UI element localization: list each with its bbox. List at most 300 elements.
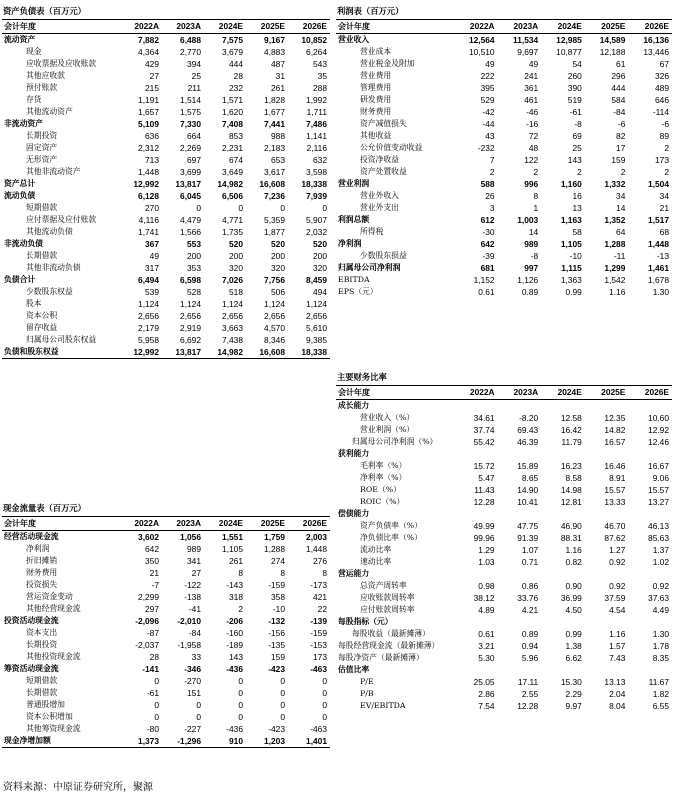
- table-row: [2, 34, 330, 47]
- cell-value: 5.30: [478, 653, 495, 663]
- row-label: 留存收益: [26, 323, 58, 332]
- column-header-year: 2026E: [288, 517, 330, 531]
- cell-value: 1.78: [652, 641, 669, 651]
- cell-value: 16.23: [560, 461, 582, 471]
- cell-value: 27: [149, 71, 159, 81]
- table-row: [2, 58, 330, 70]
- table-row: [2, 166, 330, 178]
- row-label: 归属母公司净利润（%）: [352, 437, 438, 446]
- cell-value: 18,338: [301, 179, 327, 189]
- table-row: [336, 472, 672, 484]
- cell-value: -232: [477, 143, 495, 153]
- cell-value: 681: [480, 263, 495, 273]
- cell-value: 528: [187, 287, 201, 297]
- cell-value: [628, 664, 672, 676]
- cell-value: 34: [616, 191, 626, 201]
- row-label: 净利润: [338, 239, 362, 248]
- cell-value: 288: [313, 83, 327, 93]
- cell-value: 3,649: [222, 167, 243, 177]
- table-row: [336, 664, 672, 676]
- cell-value: 99.96: [473, 533, 495, 543]
- cell-value: [498, 616, 542, 628]
- row-label: 研发费用: [360, 95, 392, 104]
- table-row: [336, 676, 672, 688]
- cell-value: 4,479: [180, 215, 201, 225]
- cell-value: -189: [226, 640, 243, 650]
- table-row: [336, 556, 672, 568]
- cell-value: 1,504: [648, 179, 669, 189]
- row-label: 应收票据及应收账款: [26, 59, 97, 68]
- cell-value: [498, 400, 542, 413]
- cell-value: 6,494: [138, 275, 159, 285]
- table-row: [2, 591, 330, 603]
- cell-value: 320: [271, 263, 285, 273]
- cell-value: 0.82: [565, 557, 582, 567]
- column-header-year: 2022A: [120, 20, 162, 34]
- cell-value: 9.06: [652, 473, 669, 483]
- row-label: 流动负债: [4, 191, 36, 200]
- cell-value: 215: [145, 83, 159, 93]
- cell-value: 12.58: [560, 413, 582, 423]
- cell-value: 27: [191, 568, 201, 578]
- cell-value: 326: [655, 71, 669, 81]
- cell-value: 1,401: [288, 735, 330, 748]
- row-label: 偿债能力: [338, 509, 370, 518]
- cell-value: 632: [313, 155, 327, 165]
- cell-value: 0: [238, 203, 243, 213]
- cell-value: 21: [659, 203, 669, 213]
- cell-value: -6: [617, 119, 626, 129]
- cell-value: 350: [145, 556, 159, 566]
- cell-value: 1,741: [138, 227, 159, 237]
- table-row: [2, 603, 330, 615]
- cell-value: 989: [524, 239, 539, 249]
- table-row: [2, 178, 330, 190]
- cell-value: 3,602: [138, 532, 159, 542]
- cell-value: 12.46: [648, 437, 669, 447]
- cell-value: 518: [229, 287, 243, 297]
- cash-flow-title: 现金流量表（百万元）: [2, 501, 330, 517]
- table-row: [336, 604, 672, 616]
- cell-value: 1.02: [652, 557, 669, 567]
- cell-value: 1,056: [180, 532, 201, 542]
- table-row: [336, 592, 672, 604]
- cell-value: 13,446: [643, 47, 669, 57]
- cell-value: 429: [145, 59, 159, 69]
- cell-value: 1,517: [648, 215, 669, 225]
- cell-value: 14,589: [599, 35, 626, 45]
- row-label: 资产处置收益: [360, 167, 407, 176]
- cell-value: 1,575: [180, 107, 201, 117]
- cell-value: 367: [145, 239, 159, 249]
- table-row: [336, 412, 672, 424]
- cell-value: 8.65: [521, 473, 539, 483]
- row-label: ROIC（%）: [360, 497, 405, 506]
- table-row: [336, 616, 672, 628]
- cell-value: 31: [275, 71, 285, 81]
- cell-value: 0: [322, 676, 327, 686]
- row-label: 投资损失: [26, 580, 58, 589]
- row-label: 毛利率（%）: [360, 461, 407, 470]
- cell-value: 0.89: [521, 287, 539, 297]
- cell-value: 1,566: [180, 227, 201, 237]
- cell-value: 1,124: [180, 299, 201, 309]
- row-label: 资产负债率（%）: [360, 521, 422, 530]
- table-row: [2, 555, 330, 567]
- cell-value: 12.28: [473, 497, 495, 507]
- cell-value: 5.96: [521, 653, 539, 663]
- table-row: [336, 496, 672, 508]
- cell-value: -156: [268, 628, 285, 638]
- cell-value: 5,958: [138, 335, 159, 345]
- cell-value: 261: [271, 83, 285, 93]
- cell-value: 4.49: [652, 605, 669, 615]
- cell-value: 1.37: [652, 545, 669, 555]
- cell-value: 2: [664, 167, 669, 177]
- row-label: 财务费用: [360, 107, 392, 116]
- cell-value: 2: [664, 143, 669, 153]
- cell-value: 0: [322, 203, 327, 213]
- cell-value: [628, 400, 672, 413]
- table-row: [2, 735, 330, 748]
- cash-flow-panel: [2, 501, 330, 748]
- row-label: 经营活动现金流: [4, 532, 59, 541]
- cell-value: 54: [572, 59, 582, 69]
- cell-value: 3,663: [222, 323, 243, 333]
- cell-value: 6,264: [306, 47, 327, 57]
- cell-value: 2,231: [222, 143, 243, 153]
- cell-value: 2.29: [565, 689, 582, 699]
- cell-value: 0.89: [521, 629, 539, 639]
- cell-value: 0.99: [565, 629, 582, 639]
- cell-value: -141: [142, 664, 159, 674]
- cell-value: 35: [317, 71, 327, 81]
- cell-value: 0.99: [565, 287, 582, 297]
- cell-value: 87.62: [604, 533, 626, 543]
- cell-value: 1,759: [264, 532, 285, 542]
- cell-value: 200: [313, 251, 327, 261]
- row-label: 流动资产: [4, 35, 36, 44]
- cell-value: 612: [480, 215, 495, 225]
- row-label: 财务费用: [26, 568, 58, 577]
- row-label: 投资净收益: [360, 155, 399, 164]
- ratios-table: [336, 386, 672, 712]
- cash-flow-table: [2, 517, 330, 748]
- cell-value: 173: [313, 652, 327, 662]
- cell-value: 37.59: [604, 593, 626, 603]
- table-row: [336, 568, 672, 580]
- cell-value: 444: [611, 83, 626, 93]
- cell-value: -80: [146, 724, 159, 734]
- cell-value: -13: [656, 251, 669, 261]
- cell-value: 0.71: [521, 557, 539, 567]
- table-row: [2, 346, 330, 359]
- cell-value: 1,448: [138, 167, 159, 177]
- row-label: 营业外收入: [360, 191, 399, 200]
- cell-value: 14.98: [560, 485, 582, 495]
- column-header-year: 2022A: [454, 20, 498, 34]
- cell-value: 222: [480, 71, 495, 81]
- cell-value: 2,179: [138, 323, 159, 333]
- cell-value: 46.13: [648, 521, 669, 531]
- row-label: 存货: [26, 95, 42, 104]
- cell-value: 390: [567, 83, 582, 93]
- cell-value: 18,338: [288, 346, 330, 359]
- cell-value: 1,677: [264, 107, 285, 117]
- cell-value: 988: [271, 131, 285, 141]
- header-row: [336, 20, 672, 34]
- cell-value: -436: [226, 664, 243, 674]
- row-label: 非流动负债: [4, 239, 43, 248]
- cell-value: 0: [196, 712, 201, 722]
- cell-value: 12,992: [133, 179, 159, 189]
- cell-value: 506: [271, 287, 285, 297]
- column-header-year: 2026E: [288, 20, 330, 34]
- cell-value: [541, 448, 585, 460]
- cell-value: 38.12: [473, 593, 495, 603]
- cell-value: 7,236: [264, 191, 285, 201]
- column-header-year: 2022A: [120, 517, 162, 531]
- cell-value: 34: [659, 191, 669, 201]
- cell-value: [454, 448, 498, 460]
- cell-value: 0.98: [478, 581, 495, 591]
- column-header-year: 2024E: [204, 20, 246, 34]
- cell-value: 1: [533, 203, 539, 213]
- cell-value: -463: [310, 724, 327, 734]
- cell-value: 646: [655, 95, 669, 105]
- table-row: [336, 580, 672, 592]
- cell-value: 7,330: [180, 119, 201, 129]
- cell-value: 361: [524, 83, 539, 93]
- cell-value: 487: [271, 59, 285, 69]
- column-header-year: 2023A: [162, 517, 204, 531]
- cell-value: 318: [229, 592, 243, 602]
- cell-value: 72: [528, 131, 539, 141]
- cell-value: [585, 568, 629, 580]
- cell-value: -39: [482, 251, 495, 261]
- cell-value: 1.16: [565, 545, 582, 555]
- cell-value: 49: [149, 251, 159, 261]
- cell-value: 1,003: [517, 215, 539, 225]
- cell-value: 1,124: [222, 299, 243, 309]
- row-label: 负债合计: [4, 275, 36, 284]
- cell-value: 1,332: [604, 179, 626, 189]
- cell-value: 4,116: [138, 215, 159, 225]
- table-row: [2, 687, 330, 699]
- cell-value: 4.54: [609, 605, 626, 615]
- cell-value: 1,141: [306, 131, 327, 141]
- table-row: [336, 544, 672, 556]
- row-label: 其他流动负债: [26, 227, 73, 236]
- cell-value: 16,608: [259, 179, 285, 189]
- cell-value: -16: [526, 119, 539, 129]
- table-row: [336, 178, 672, 190]
- table-row: [2, 154, 330, 166]
- cell-value: 1,461: [648, 263, 669, 273]
- row-label: 筹资活动现金流: [4, 664, 59, 673]
- cell-value: 8.35: [652, 653, 669, 663]
- cell-value: 2.04: [609, 689, 626, 699]
- cell-value: 539: [145, 287, 159, 297]
- cell-value: 1,352: [604, 215, 626, 225]
- cell-value: 8,346: [264, 335, 285, 345]
- cell-value: 674: [229, 155, 243, 165]
- cell-value: 2: [577, 167, 582, 177]
- cell-value: 2,656: [180, 311, 201, 321]
- cell-value: 16,608: [246, 346, 288, 359]
- row-label: P/E: [360, 677, 374, 686]
- cell-value: 15.89: [517, 461, 539, 471]
- cell-value: 2,656: [222, 311, 243, 321]
- table-row: [336, 436, 672, 448]
- cell-value: 7: [489, 155, 495, 165]
- cell-value: 36.99: [560, 593, 582, 603]
- table-row: [336, 652, 672, 664]
- cell-value: 7,756: [264, 275, 285, 285]
- income-statement-title: 利润表（百万元）: [336, 4, 672, 20]
- cell-value: 11.79: [561, 437, 582, 447]
- row-label: 应付票据及应付账款: [26, 215, 97, 224]
- cell-value: 394: [187, 59, 201, 69]
- cell-value: [541, 400, 585, 413]
- cell-value: 91.39: [517, 533, 539, 543]
- row-label: 成长能力: [338, 401, 370, 410]
- column-header-label: 会计年度: [336, 20, 454, 34]
- table-row: [2, 567, 330, 579]
- cell-value: 276: [313, 556, 327, 566]
- cell-value: 461: [524, 95, 539, 105]
- table-row: [336, 262, 672, 274]
- table-row: [2, 82, 330, 94]
- cell-value: 0.92: [652, 581, 669, 591]
- table-row: [336, 286, 672, 298]
- row-label: 其他非流动资产: [26, 167, 81, 176]
- cell-value: 8.91: [609, 473, 626, 483]
- column-header-year: 2023A: [498, 20, 542, 34]
- cell-value: -227: [184, 724, 201, 734]
- column-header-year: 2025E: [246, 517, 288, 531]
- cell-value: 584: [611, 95, 626, 105]
- cell-value: 296: [611, 71, 626, 81]
- row-label: 营业利润: [338, 179, 370, 188]
- row-label: 其他投资现金流: [26, 652, 81, 661]
- cell-value: 997: [524, 263, 539, 273]
- cell-value: 520: [313, 239, 327, 249]
- cell-value: -44: [482, 119, 495, 129]
- table-row: [2, 322, 330, 334]
- cell-value: -423: [268, 664, 285, 674]
- row-label: 利润总额: [338, 215, 370, 224]
- cell-value: 12,992: [120, 346, 162, 359]
- table-row: [2, 214, 330, 226]
- cell-value: 0: [280, 700, 285, 710]
- cell-value: 12,985: [556, 35, 582, 45]
- row-label: 股本: [26, 299, 42, 308]
- cell-value: 13.27: [648, 497, 669, 507]
- cell-value: 16.42: [560, 425, 582, 435]
- row-label: 资本支出: [26, 628, 58, 637]
- row-label: 每股净资产（最新摊薄）: [338, 653, 424, 662]
- cell-value: 14,982: [217, 179, 243, 189]
- cell-value: 13,817: [162, 346, 204, 359]
- table-row: [336, 460, 672, 472]
- table-row: [2, 118, 330, 130]
- cell-value: 1,448: [648, 239, 669, 249]
- balance-sheet-title: 资产负债表（百万元）: [2, 4, 330, 20]
- cell-value: 2,003: [306, 532, 327, 542]
- table-row: [336, 688, 672, 700]
- cell-value: 9,167: [264, 35, 285, 45]
- cell-value: 12,564: [468, 35, 495, 45]
- cell-value: 1,877: [264, 227, 285, 237]
- cell-value: 664: [187, 131, 201, 141]
- cell-value: [454, 664, 498, 676]
- cell-value: 159: [611, 155, 626, 165]
- column-header-year: 2025E: [585, 20, 629, 34]
- table-row: [336, 70, 672, 82]
- cell-value: 0.61: [478, 287, 495, 297]
- cell-value: [628, 448, 672, 460]
- cell-value: -270: [184, 676, 201, 686]
- cell-value: 28: [233, 71, 243, 81]
- cell-value: 1,203: [246, 735, 288, 748]
- cell-value: 9,697: [517, 47, 539, 57]
- cell-value: -8.20: [519, 413, 539, 423]
- cell-value: 0: [238, 712, 243, 722]
- cell-value: 16.57: [604, 437, 626, 447]
- table-row: [336, 400, 672, 413]
- table-row: [336, 520, 672, 532]
- table-row: [2, 310, 330, 322]
- cell-value: 7,441: [264, 119, 285, 129]
- table-row: [2, 334, 330, 346]
- cell-value: 7,408: [222, 119, 243, 129]
- balance-sheet-panel: [2, 4, 330, 359]
- header-row: [336, 386, 672, 400]
- cell-value: 1.29: [478, 545, 495, 555]
- cell-value: -2,096: [135, 616, 159, 626]
- cell-value: 2,032: [306, 227, 327, 237]
- cell-value: 6,692: [180, 335, 201, 345]
- cell-value: -1,296: [162, 735, 204, 748]
- cell-value: 1,191: [138, 95, 159, 105]
- cell-value: 7,486: [306, 119, 327, 129]
- table-row: [2, 579, 330, 591]
- cell-value: 0: [280, 712, 285, 722]
- cell-value: -8: [530, 251, 539, 261]
- balance-sheet-table: [2, 20, 330, 359]
- cell-value: 1.82: [652, 689, 669, 699]
- cell-value: -135: [268, 640, 285, 650]
- cell-value: 1.07: [521, 545, 539, 555]
- cell-value: 853: [229, 131, 243, 141]
- cell-value: 61: [616, 59, 626, 69]
- cell-value: 55.42: [473, 437, 495, 447]
- cell-value: 2,770: [180, 47, 201, 57]
- cell-value: -10: [569, 251, 582, 261]
- cell-value: 1.30: [652, 629, 669, 639]
- cell-value: -10: [272, 604, 285, 614]
- cell-value: 1,288: [264, 544, 285, 554]
- cell-value: 8,459: [306, 275, 327, 285]
- row-label: 净利润: [26, 544, 50, 553]
- cell-value: 0: [280, 203, 285, 213]
- row-label: 每股经营现金流（最新摊薄）: [338, 641, 440, 650]
- cell-value: 1,571: [222, 95, 243, 105]
- cell-value: 1,620: [222, 107, 243, 117]
- row-label: 少数股东权益: [26, 287, 73, 296]
- cell-value: -30: [482, 227, 495, 237]
